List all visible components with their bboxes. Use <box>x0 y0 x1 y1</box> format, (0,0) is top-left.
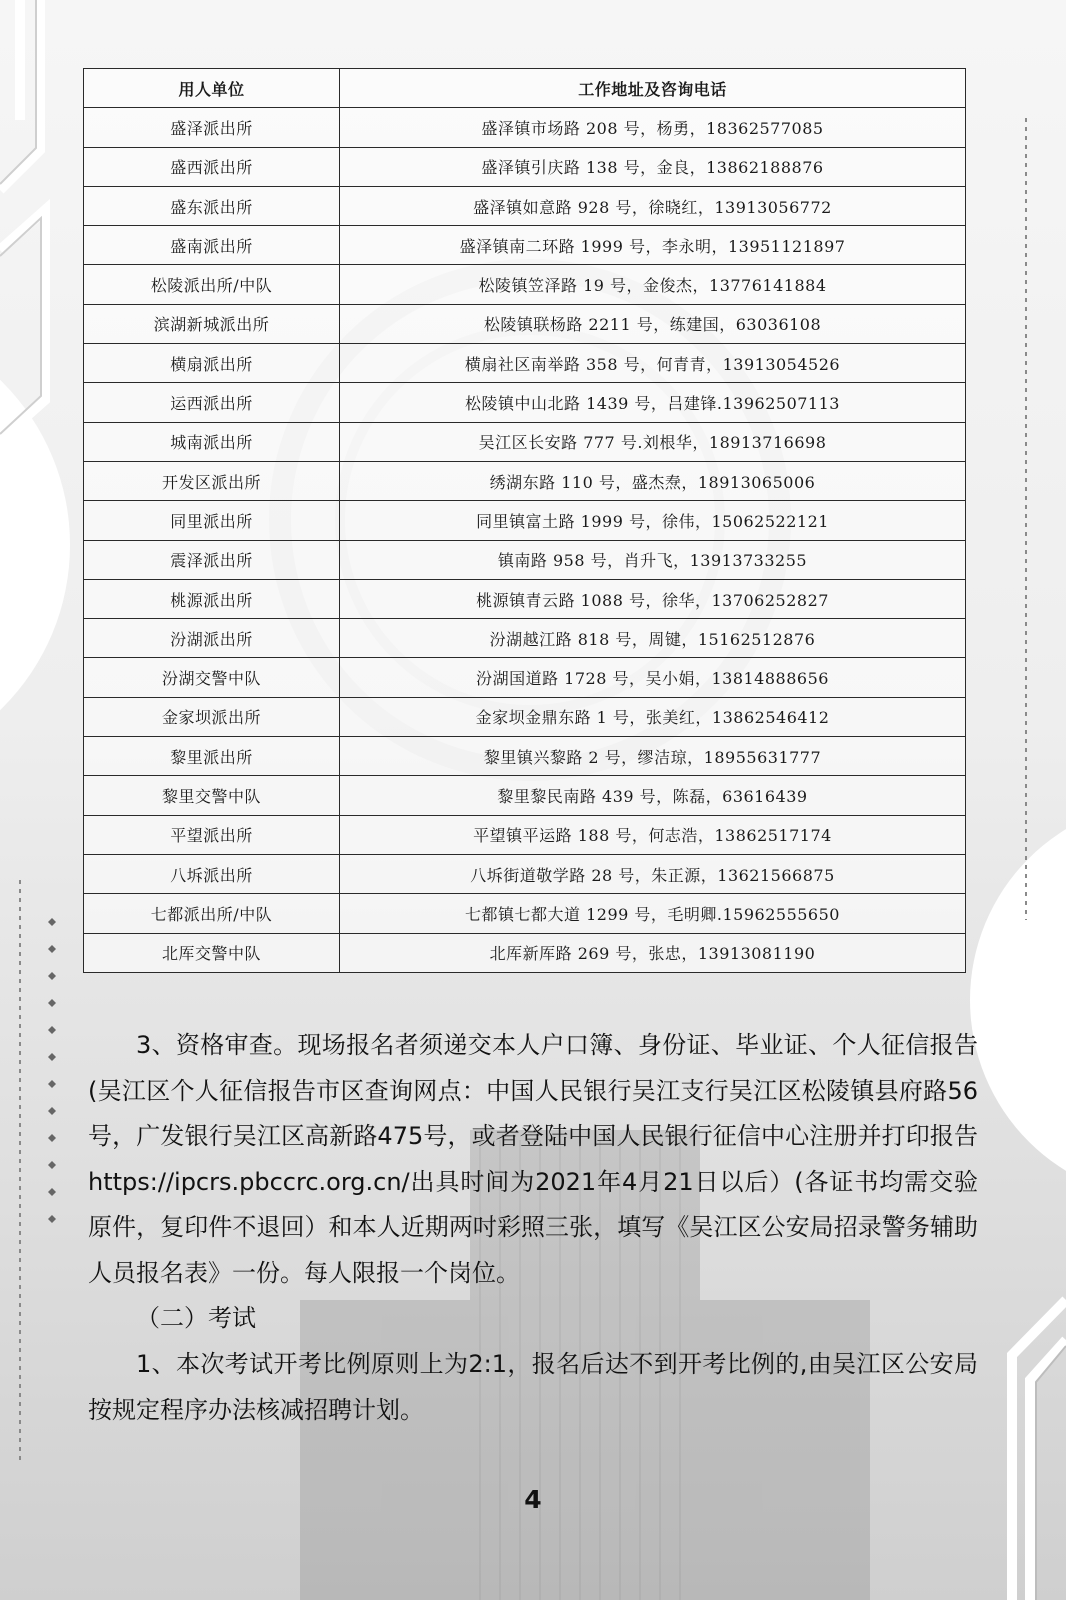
address-cell: 盛泽镇如意路 928 号，徐晓红，13913056772 <box>340 186 966 225</box>
header-unit: 用人单位 <box>84 69 340 108</box>
unit-cell: 盛泽派出所 <box>84 108 340 147</box>
unit-cell: 同里派出所 <box>84 501 340 540</box>
address-cell: 镇南路 958 号，肖升飞，13913733255 <box>340 540 966 579</box>
address-cell: 黎里镇兴黎路 2 号，缪洁琼，18955631777 <box>340 737 966 776</box>
address-cell: 金家坝金鼎东路 1 号，张美红，13862546412 <box>340 697 966 736</box>
table-row <box>84 540 966 579</box>
address-cell: 汾湖越江路 818 号，周键，15162512876 <box>340 619 966 658</box>
table-row <box>84 304 966 343</box>
table-row <box>84 894 966 933</box>
station-contact-table <box>83 68 966 973</box>
unit-cell: 盛南派出所 <box>84 226 340 265</box>
table-row <box>84 265 966 304</box>
address-cell: 盛泽镇市场路 208 号，杨勇，18362577085 <box>340 108 966 147</box>
exam-section-heading: （二）考试 <box>136 1304 256 1332</box>
address-cell: 黎里黎民南路 439 号，陈磊，63616439 <box>340 776 966 815</box>
table-row <box>84 658 966 697</box>
address-cell: 盛泽镇南二环路 1999 号，李永明，13951121897 <box>340 226 966 265</box>
table-row <box>84 776 966 815</box>
table-row <box>84 697 966 736</box>
address-cell: 平望镇平运路 188 号，何志浩，13862517174 <box>340 815 966 854</box>
table-header-row <box>84 69 966 108</box>
page-number: 4 <box>524 1485 542 1514</box>
address-cell: 桃源镇青云路 1088 号，徐华，13706252827 <box>340 579 966 618</box>
address-cell: 八坼街道敬学路 28 号，朱正源，13621566875 <box>340 854 966 893</box>
address-cell: 北厍新厍路 269 号，张忠，13913081190 <box>340 933 966 972</box>
unit-cell: 松陵派出所/中队 <box>84 265 340 304</box>
table-row <box>84 226 966 265</box>
unit-cell: 开发区派出所 <box>84 461 340 500</box>
address-cell: 松陵镇中山北路 1439 号，吕建锋.13962507113 <box>340 383 966 422</box>
qualification-review-paragraph: 3、资格审查。现场报名者须递交本人户口簿、身份证、毕业证、个人征信报告(吴江区个人征信报告市区查询网点：中国人民银行吴江支行吴江区松陵镇县府路56号，广发银行吴江区高新路475号，或者登陆中国人民银行征信中心注册并打印报告https://ipcrs.pbccrc.org.cn/出具时间为2021年4月21日以后）(各证书均需交验原件，复印件不退回）和本人近期两吋彩照三张，填写《吴江区公安局招录警务辅助人员报名表》一份。每人限报一个岗位。 <box>88 1031 978 1287</box>
header-address-phone: 工作地址及咨询电话 <box>340 69 966 108</box>
table-row <box>84 461 966 500</box>
unit-cell: 运西派出所 <box>84 383 340 422</box>
table-row <box>84 108 966 147</box>
table-row <box>84 344 966 383</box>
table-row <box>84 815 966 854</box>
unit-cell: 金家坝派出所 <box>84 697 340 736</box>
address-cell: 吴江区长安路 777 号.刘根华，18913716698 <box>340 422 966 461</box>
unit-cell: 滨湖新城派出所 <box>84 304 340 343</box>
address-cell: 同里镇富土路 1999 号，徐伟，15062522121 <box>340 501 966 540</box>
table-row <box>84 619 966 658</box>
unit-cell: 汾湖交警中队 <box>84 658 340 697</box>
table-row <box>84 737 966 776</box>
table-row <box>84 422 966 461</box>
unit-cell: 八坼派出所 <box>84 854 340 893</box>
table-row <box>84 579 966 618</box>
exam-ratio-paragraph: 1、本次考试开考比例原则上为2:1，报名后达不到开考比例的,由吴江区公安局按规定程序办法核减招聘计划。 <box>88 1350 978 1424</box>
unit-cell: 桃源派出所 <box>84 579 340 618</box>
table-row <box>84 147 966 186</box>
unit-cell: 北厍交警中队 <box>84 933 340 972</box>
unit-cell: 汾湖派出所 <box>84 619 340 658</box>
address-cell: 松陵镇笠泽路 19 号，金俊杰，13776141884 <box>340 265 966 304</box>
unit-cell: 横扇派出所 <box>84 344 340 383</box>
unit-cell: 黎里派出所 <box>84 737 340 776</box>
table-row <box>84 383 966 422</box>
address-cell: 汾湖国道路 1728 号，吴小娟，13814888656 <box>340 658 966 697</box>
table-row <box>84 501 966 540</box>
unit-cell: 黎里交警中队 <box>84 776 340 815</box>
address-cell: 绣湖东路 110 号，盛杰焘，18913065006 <box>340 461 966 500</box>
table-row <box>84 186 966 225</box>
unit-cell: 盛东派出所 <box>84 186 340 225</box>
address-cell: 松陵镇联杨路 2211 号，练建国，63036108 <box>340 304 966 343</box>
table-row <box>84 854 966 893</box>
unit-cell: 震泽派出所 <box>84 540 340 579</box>
address-cell: 横扇社区南举路 358 号，何青青，13913054526 <box>340 344 966 383</box>
unit-cell: 平望派出所 <box>84 815 340 854</box>
address-cell: 盛泽镇引庆路 138 号，金良，13862188876 <box>340 147 966 186</box>
table-row <box>84 933 966 972</box>
address-cell: 七都镇七都大道 1299 号，毛明卿.15962555650 <box>340 894 966 933</box>
unit-cell: 七都派出所/中队 <box>84 894 340 933</box>
unit-cell: 盛西派出所 <box>84 147 340 186</box>
unit-cell: 城南派出所 <box>84 422 340 461</box>
